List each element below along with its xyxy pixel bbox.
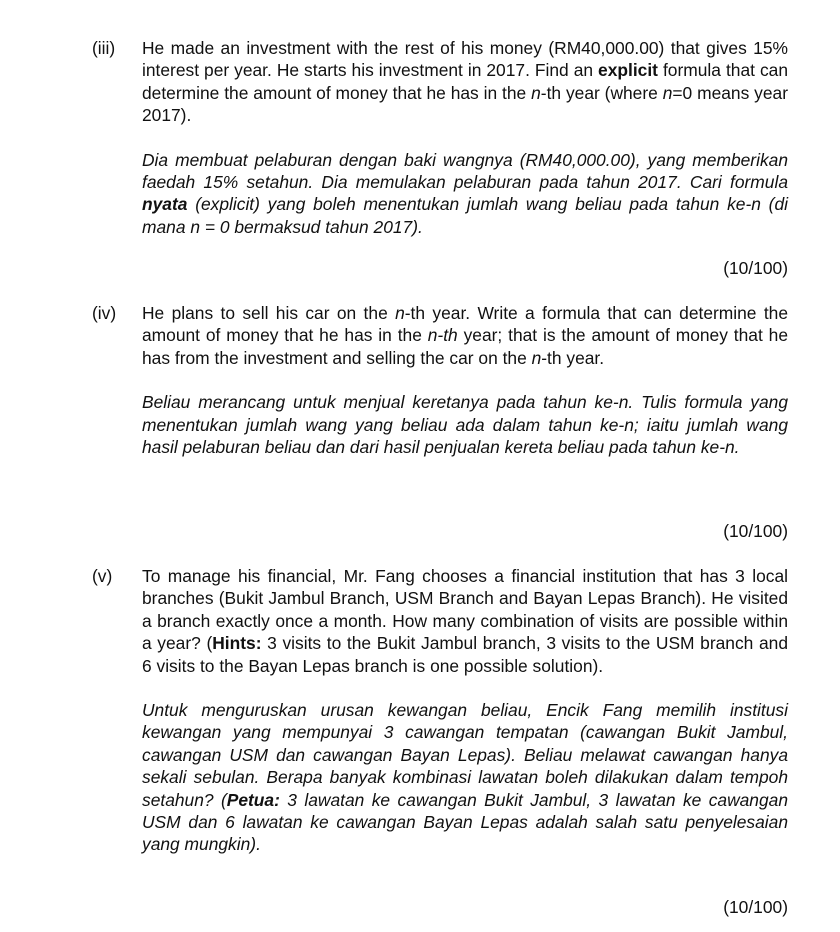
text-run: =0 means year 2017). [142,82,788,126]
question-text-english [142,37,788,127]
text-run: Untuk menguruskan urusan kewangan beliau, Encik Fang memilih institusi kewangan yang mempunyai 3 cawangan tempatan (cawangan Bukit Jambul, cawangan USM dan cawangan Bayan Lepas). Beliau melawat cawangan hanya sekali sebulan. Berapa banyak kombinasi lawatan boleh dilakukan dalam tempoh setahun? ( [142,700,788,810]
question-text-malay [142,149,788,239]
bold-term: Petua: [226,789,280,810]
question-number: (iii) [92,38,116,58]
text-run: 3 lawatan ke cawangan Bukit Jambul, 3 lawatan ke cawangan USM dan 6 lawatan ke cawangan Bayan Lepas adalah salah satu penyelesaian yang mungkin). [142,789,788,855]
text-run: Dia membuat pelaburan dengan baki wangnya (RM40,000.00), yang memberikan faedah 15% setahun. Dia memulakan pelaburan pada tahun 2017. Cari formula [142,149,788,193]
text-run: (explicit) yang boleh menentukan jumlah wang beliau pada tahun ke-n (di mana n = 0 bermaksud tahun 2017). [142,194,788,237]
marks-label: (10/100) [723,521,788,541]
bold-term: explicit [598,60,658,81]
text-run: year; that is the amount of money that he has from the investment and selling the car on the [142,325,788,368]
marks-label: (10/100) [723,258,788,278]
text-run: -th year (where [540,82,663,103]
text-run: He made an investment with the rest of his money (RM40,000.00) that gives 15% interest per year. He starts his investment in 2017. Find an [142,38,788,81]
question-iv [92,302,788,546]
question-number: (iv) [92,303,117,323]
marks-label: (10/100) [723,897,788,917]
text-run: Beliau merancang untuk menjual keretanya pada tahun ke-n. Tulis formula yang menentukan jumlah wang yang beliau ada dalam tahun ke-n; iaitu jumlah wang hasil pelaburan beliau dan dari hasil penjualan kereta beliau pada tahun ke-n. [142,392,788,458]
text-run: formula that can determine the amount of money that he has in the [142,60,788,103]
question-body [142,37,788,238]
question-text-english [142,565,788,677]
italic-term: n [531,82,541,103]
italic-term: n [662,82,673,103]
question-iii [92,37,788,281]
text-run: 3 visits to the Bukit Jambul branch, 3 visits to the USM branch and 6 visits to the Bayan Lepas branch is one possible solution). [142,633,788,676]
text-run: He plans to sell his car on the [142,303,396,323]
italic-term: n [531,347,542,368]
italic-term: n [395,303,405,323]
question-number: (v) [92,566,113,586]
question-text-malay [142,699,788,856]
question-body [142,565,788,856]
question-text-malay [142,391,788,458]
bold-term: nyata [142,194,188,215]
text-run: -th year. Write a formula that can determine the amount of money that he has in the [142,303,789,346]
text-run: To manage his financial, Mr. Fang chooses a financial institution that has 3 local branches (Bukit Jambul Branch, USM Branch and Bayan Lepas Branch). He visited a branch exactly once a month. How many combination of visits are possible within a year? ( [142,566,788,654]
question-body [142,302,788,458]
bold-term: Hints: [212,633,262,654]
question-text-english [142,302,788,369]
question-v [92,565,788,925]
italic-term: n-th [427,325,458,346]
text-run: -th year. [541,347,605,368]
